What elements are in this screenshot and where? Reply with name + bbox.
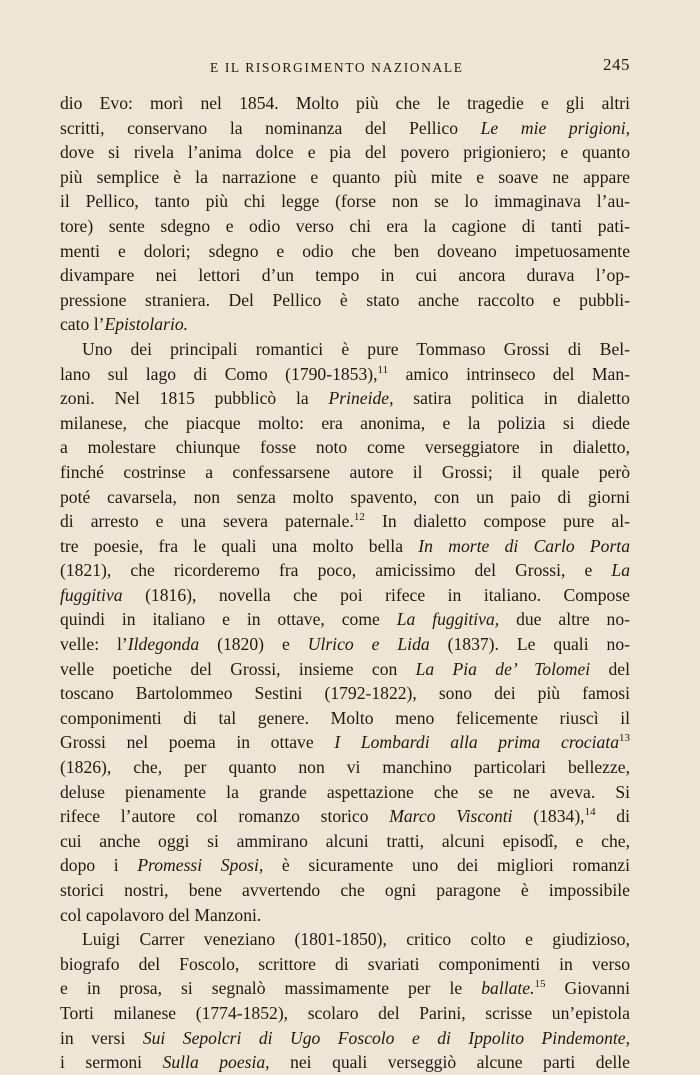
text-run: (1834), xyxy=(512,806,585,827)
text-line xyxy=(60,976,630,1001)
text-line xyxy=(60,312,630,337)
italic-text: Ildegonda xyxy=(127,634,200,655)
italic-text: I Lombardi alla prima crociata xyxy=(334,732,619,753)
text-run: del xyxy=(590,658,630,679)
italic-text: fuggitiva xyxy=(60,584,123,605)
text-line xyxy=(60,362,630,387)
italic-text: La Pia de’ Tolomei xyxy=(415,658,591,679)
text-run: poté cavarsela, non senza molto spavento, con un paio di giorni xyxy=(60,486,630,507)
text-line xyxy=(60,288,630,313)
italic-text: ballate. xyxy=(481,978,535,999)
text-line xyxy=(60,829,630,854)
italic-text: La fuggitiva, xyxy=(396,609,500,630)
text-run: il Pellico, tanto più chi legge (forse non se lo immaginava l’au- xyxy=(60,191,630,212)
text-line xyxy=(60,337,630,362)
text-run: nei quali verseggiò alcune parti delle xyxy=(269,1052,630,1073)
text-line xyxy=(60,485,630,510)
text-run: componimenti di tal genere. Molto meno felicemente riuscì il xyxy=(60,707,630,728)
text-line xyxy=(60,386,630,411)
text-line xyxy=(60,681,630,706)
text-run: amico intrinseco del Man- xyxy=(388,363,631,384)
text-run: scritti, conservano la nominanza del Pellico xyxy=(60,117,481,138)
text-run: storici nostri, bene avvertendo che ogni paragone è impossibile xyxy=(60,880,630,900)
text-run: Torti milanese (1774-1852), scolaro del Parini, scrisse un’epistola xyxy=(60,1002,630,1023)
text-run: dopo i xyxy=(60,855,138,876)
text-line xyxy=(60,214,630,239)
italic-text: Sulla poesia, xyxy=(162,1052,270,1073)
text-line xyxy=(60,558,630,583)
italic-text: Promessi Sposi, xyxy=(137,855,264,876)
text-run: lano sul lago di Como (1790-1853), xyxy=(60,363,378,384)
text-run: cui anche oggi si ammirano alcuni tratti, alcuni episodî, e che, xyxy=(60,830,630,851)
text-run: zoni. Nel 1815 pubblicò la xyxy=(60,388,329,409)
text-run: (1816), novella che poi rifece in italiano. Compose xyxy=(122,584,630,605)
text-line xyxy=(60,165,630,190)
footnote-ref: 11 xyxy=(377,363,389,376)
text-run: cato l’ xyxy=(60,314,105,335)
text-line xyxy=(60,780,630,805)
text-run: (1826), che, per quanto non vi manchino particolari bellezze, xyxy=(60,757,630,778)
text-run: velle: l’ xyxy=(60,634,128,655)
text-line xyxy=(60,1001,630,1026)
text-line xyxy=(60,1050,630,1075)
text-run: finché costrinse a confessarsene autore il Grossi; il quale però xyxy=(60,461,630,482)
text-line xyxy=(60,878,630,903)
text-run: satira politica in dialetto xyxy=(393,388,630,409)
text-line xyxy=(60,706,630,731)
text-line xyxy=(60,755,630,780)
text-line xyxy=(60,730,630,755)
body-text xyxy=(60,91,630,1075)
text-line xyxy=(60,116,630,141)
text-run: in versi xyxy=(60,1027,143,1048)
text-run: tre poesie, fra le quali una molto bella xyxy=(60,535,419,556)
footnote-ref: 13 xyxy=(619,732,630,745)
text-run: Giovanni xyxy=(545,978,630,999)
italic-text: In morte di Carlo Porta xyxy=(418,535,630,556)
text-line xyxy=(60,657,630,682)
italic-text: Sui Sepolcri di Ugo Foscolo e di Ippolito Pindemonte, xyxy=(142,1027,630,1048)
text-run: (1821), che ricorderemo fra poco, amicissimo del Grossi, e xyxy=(60,560,612,581)
text-line xyxy=(60,91,630,116)
text-run: milanese, che piacque molto: era anonima, e la polizia si diede xyxy=(60,412,630,433)
text-line xyxy=(60,140,630,165)
text-line xyxy=(60,534,630,559)
page-number: 245 xyxy=(603,55,630,74)
text-line xyxy=(60,460,630,485)
text-run: dove si rivela l’anima dolce e pia del povero prigioniero; e quanto xyxy=(60,142,630,163)
text-run: Luigi Carrer veneziano (1801-1850), critico colto e giudizioso, xyxy=(82,929,630,950)
text-run: Uno dei principali romantici è pure Tommaso Grossi di Bel- xyxy=(82,338,630,359)
text-line xyxy=(60,853,630,878)
text-run: toscano Bartolommeo Sestini (1792-1822), sono dei più famosi xyxy=(60,683,630,704)
text-run: è sicuramente uno dei migliori romanzi xyxy=(263,855,631,876)
text-run: più semplice è la narrazione e quanto più mite e soave ne appare xyxy=(60,166,630,187)
text-line xyxy=(60,435,630,460)
text-run: e in prosa, si segnalò massimamente per le xyxy=(60,978,482,999)
text-line xyxy=(60,189,630,214)
text-run: a molestare chiunque fosse noto come verseggiatore in dialetto, xyxy=(60,437,630,458)
text-line xyxy=(60,804,630,829)
text-run: velle poetiche del Grossi, insieme con xyxy=(60,658,416,679)
text-run: In dialetto compose pure al- xyxy=(364,511,630,532)
text-line xyxy=(60,1026,630,1051)
text-run: col capolavoro del Manzoni. xyxy=(60,904,262,925)
italic-text: Le mie prigioni, xyxy=(480,117,631,138)
text-run: pressione straniera. Del Pellico è stato anche raccolto e pubbli- xyxy=(60,289,630,310)
text-run: quindi in italiano e in ottave, come xyxy=(60,609,397,630)
text-line xyxy=(60,509,630,534)
italic-text: Ulrico e Lida xyxy=(307,634,430,655)
running-title: E IL RISORGIMENTO NAZIONALE xyxy=(210,60,464,75)
text-run: (1837). Le quali no- xyxy=(429,634,630,655)
text-run: divampare nei lettori d’un tempo in cui ancora durava l’op- xyxy=(60,265,630,286)
text-run: tore) sente sdegno e odio verso chi era la cagione di tanti pati- xyxy=(60,215,630,236)
text-line xyxy=(60,263,630,288)
text-line xyxy=(60,903,630,928)
text-run: (1820) e xyxy=(199,634,308,655)
footnote-ref: 12 xyxy=(353,511,365,524)
text-run: di xyxy=(595,806,630,827)
text-line xyxy=(60,239,630,264)
footnote-ref: 14 xyxy=(584,806,596,819)
text-run: di arresto e una severa paternale. xyxy=(60,511,354,532)
italic-text: Epistolario. xyxy=(104,314,189,335)
footnote-ref: 15 xyxy=(534,978,546,991)
italic-text: La xyxy=(611,560,630,581)
text-line xyxy=(60,927,630,952)
text-line xyxy=(60,607,630,632)
text-run: Grossi nel poema in ottave xyxy=(60,732,335,753)
text-run: due altre no- xyxy=(499,609,630,630)
text-run: rifece l’autore col romanzo storico xyxy=(60,806,390,827)
text-run: biografo del Foscolo, scrittore di svariati componimenti in verso xyxy=(60,953,630,974)
italic-text: Prineide, xyxy=(328,388,394,409)
text-run: i sermoni xyxy=(60,1052,163,1073)
italic-text: Marco Visconti xyxy=(389,806,513,827)
text-run: dio Evo: morì nel 1854. Molto più che le tragedie e gli altri xyxy=(60,93,630,113)
text-line xyxy=(60,632,630,657)
text-line xyxy=(60,583,630,608)
text-line xyxy=(60,952,630,977)
text-line xyxy=(60,411,630,436)
text-run: menti e dolori; sdegno e odio che ben doveano impetuosamente xyxy=(60,240,630,261)
text-run: deluse pienamente la grande aspettazione che se ne aveva. Si xyxy=(60,781,630,802)
